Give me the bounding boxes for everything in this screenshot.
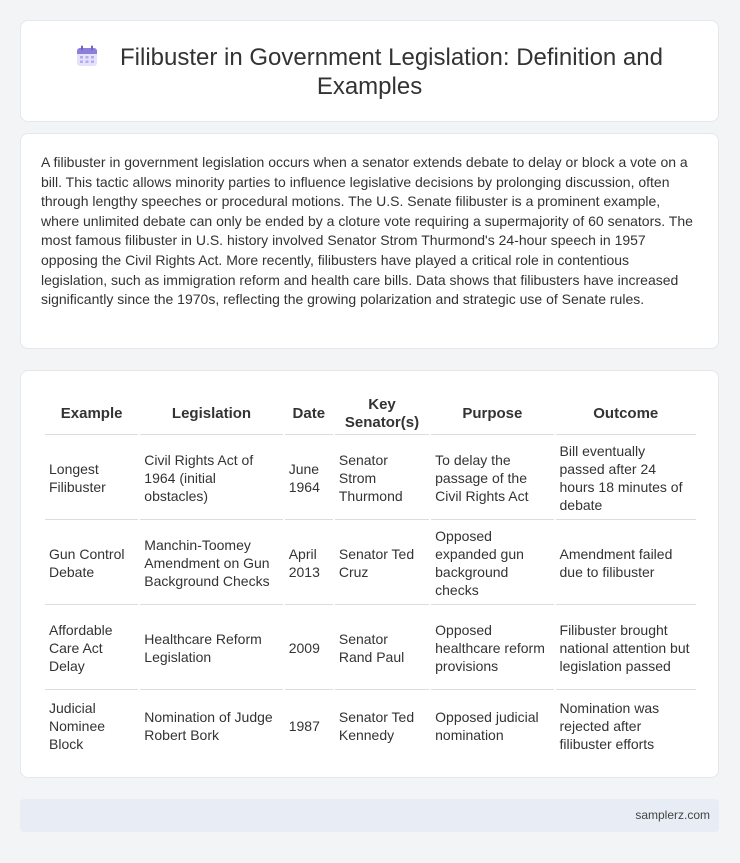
cell-legislation: Manchin-Toomey Amendment on Gun Background Checks bbox=[140, 522, 282, 605]
cell-legislation: Nomination of Judge Robert Bork bbox=[144, 708, 273, 743]
header-key-senators: Key Senator(s) bbox=[335, 394, 429, 435]
table-row bbox=[45, 522, 696, 605]
cell-date: June 1964 bbox=[285, 437, 333, 520]
page-title bbox=[61, 43, 678, 101]
cell-legislation: Healthcare Reform Legislation bbox=[140, 607, 282, 690]
intro-paragraph: A filibuster in government legislation occurs when a senator extends debate to delay or block a vote on a bill. This tactic allows minority parties to influence legislative decisions by prolonging discussion, often through lengthy speeches or procedural motions. The U.S. Senate filibuster is a prominent example, where unlimited debate can only be ended by a cloture vote requiring a supermajority of 60 senators. The most famous filibuster in U.S. history involved Senator Strom Thurmond's 24-hour speech in 1957 opposing the Civil Rights Act. More recently, filibusters have played a critical role in contentious legislation, such as immigration reform and health care bills. Data shows that filibusters have increased significantly since the 1970s, reflecting the growing polarization and strategic use of Senate rules. bbox=[41, 154, 693, 308]
cell-example: Longest Filibuster bbox=[45, 437, 138, 520]
table-row bbox=[45, 692, 696, 759]
cell-outcome: Amendment failed due to filibuster bbox=[556, 522, 696, 605]
intro-card bbox=[20, 133, 719, 349]
cell-key-senators: Senator Ted Kennedy bbox=[338, 708, 415, 743]
cell-key-senators: Senator Ted Cruz bbox=[335, 522, 429, 605]
cell-date: April 2013 bbox=[285, 522, 333, 605]
header-outcome: Outcome bbox=[556, 394, 696, 435]
header-purpose: Purpose bbox=[431, 394, 553, 435]
calendar-icon bbox=[76, 45, 98, 67]
table-row bbox=[45, 437, 696, 520]
page-title-text: Filibuster in Government Legislation: Definition and Examples bbox=[120, 44, 663, 100]
header-example: Example bbox=[45, 394, 138, 435]
cell-purpose: Opposed expanded gun background checks bbox=[431, 522, 553, 605]
cell-purpose: To delay the passage of the Civil Rights Act bbox=[431, 437, 553, 520]
cell-key-senators: Senator Rand Paul bbox=[335, 607, 429, 690]
cell-legislation: Civil Rights Act of 1964 (initial obstacles) bbox=[140, 437, 282, 520]
examples-table bbox=[43, 392, 698, 761]
footer-site-link[interactable]: samplerz.com bbox=[635, 808, 710, 822]
cell-outcome: Filibuster brought national attention but legislation passed bbox=[556, 607, 696, 690]
title-card bbox=[20, 20, 719, 122]
cell-purpose: Opposed judicial nomination bbox=[435, 708, 539, 743]
cell-example: Judicial Nominee Block bbox=[49, 699, 106, 752]
header-date: Date bbox=[285, 394, 333, 435]
cell-date: 1987 bbox=[288, 717, 320, 734]
cell-example: Gun Control Debate bbox=[45, 522, 138, 605]
cell-example: Affordable Care Act Delay bbox=[45, 607, 138, 690]
cell-purpose: Opposed healthcare reform provisions bbox=[431, 607, 553, 690]
cell-key-senators: Senator Strom Thurmond bbox=[335, 437, 429, 520]
cell-outcome: Nomination was rejected after filibuster efforts bbox=[559, 699, 660, 752]
cell-date: 2009 bbox=[285, 607, 333, 690]
cell-outcome: Bill eventually passed after 24 hours 18 minutes of debate bbox=[556, 437, 696, 520]
footer bbox=[20, 799, 719, 832]
table-card bbox=[20, 370, 719, 778]
table-row bbox=[45, 607, 696, 690]
header-legislation: Legislation bbox=[140, 394, 282, 435]
table-header-row bbox=[45, 394, 696, 435]
